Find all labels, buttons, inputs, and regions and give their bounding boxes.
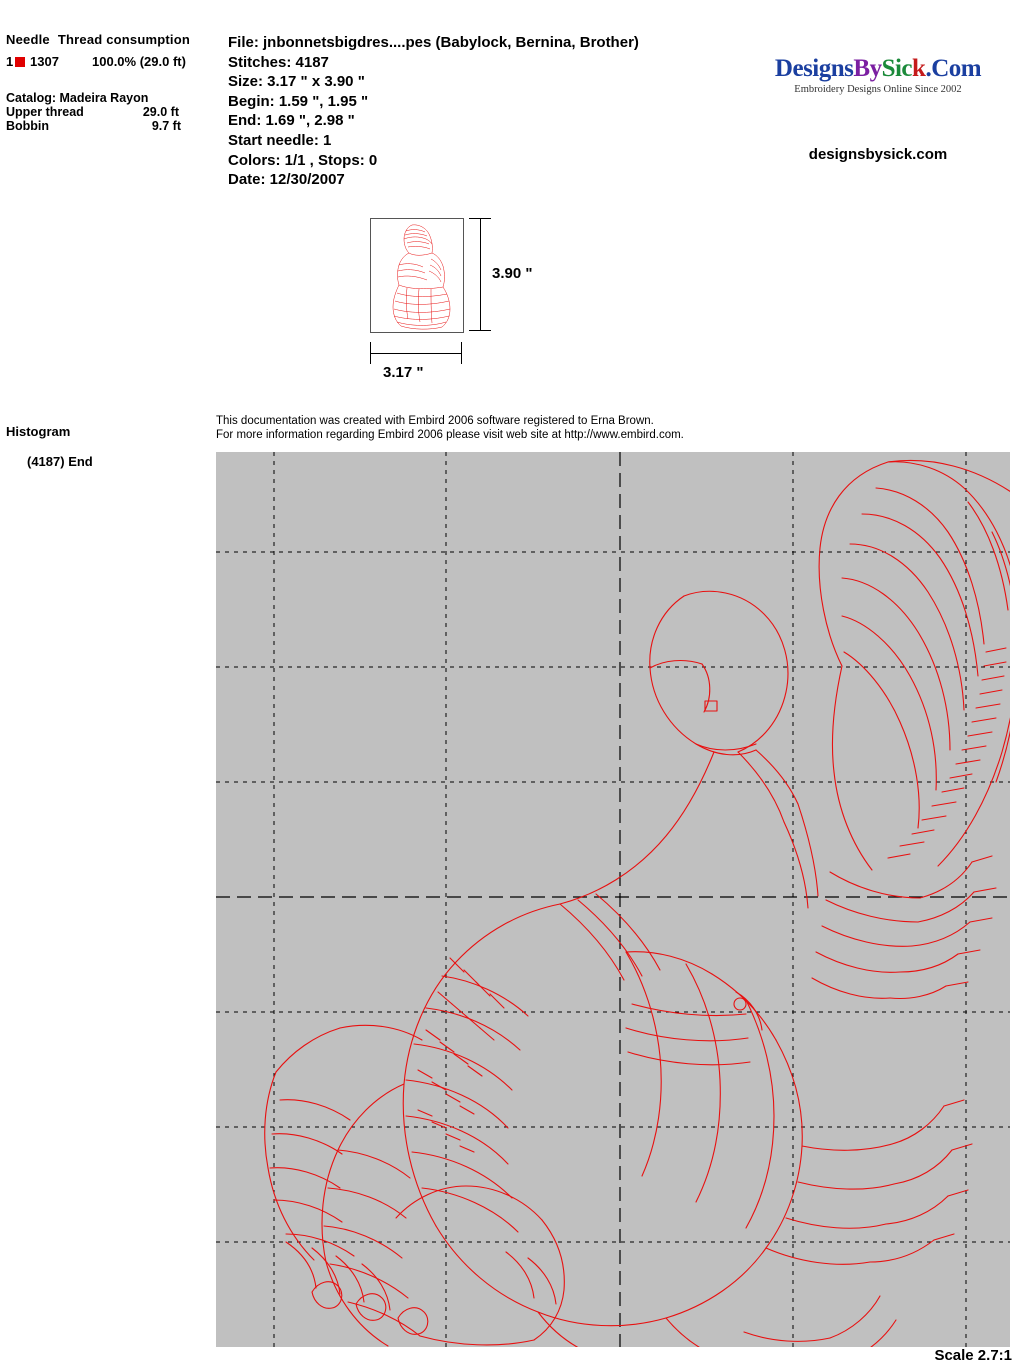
logo-part-sic: Sic bbox=[881, 55, 913, 82]
date: Date: 12/30/2007 bbox=[228, 171, 345, 189]
colors-stops: Colors: 1/1 , Stops: 0 bbox=[228, 151, 378, 169]
catalog-name: Catalog: Madeira Rayon bbox=[6, 91, 149, 105]
needle-index: 1 bbox=[6, 54, 14, 69]
logo-part-k: k bbox=[912, 55, 926, 82]
thread-consumption-column-header: Thread consumption bbox=[57, 32, 191, 47]
documentation-note-line1: This documentation was created with Embird 2006 software registered to Erna Brown. bbox=[216, 415, 654, 427]
width-dimension-line bbox=[370, 353, 462, 354]
height-dimension-line bbox=[480, 218, 481, 331]
histogram-title: Histogram bbox=[6, 424, 71, 439]
bobbin-value: 9.7 ft bbox=[151, 118, 181, 133]
upper-thread-row bbox=[6, 106, 221, 120]
needle-thread-table bbox=[6, 32, 221, 69]
upper-thread-value: 29.0 ft bbox=[142, 105, 179, 119]
begin-point: Begin: 1.59 ", 1.95 " bbox=[228, 92, 369, 110]
thread-color-swatch bbox=[15, 57, 25, 67]
height-dimension-tick-top bbox=[469, 218, 491, 219]
documentation-note-line2: For more information regarding Embird 2006 please visit web site at http://www.embird.com. bbox=[216, 429, 684, 441]
design-thumbnail bbox=[370, 218, 464, 333]
plot-background bbox=[216, 452, 1010, 1347]
width-dimension-label: 3.17 " bbox=[383, 364, 424, 381]
stitch-count: Stitches: 4187 bbox=[228, 53, 329, 71]
bobbin-row bbox=[6, 120, 221, 134]
brand-logo bbox=[748, 55, 1008, 95]
needle-table-header bbox=[6, 32, 221, 47]
logo-part-by: By bbox=[853, 55, 882, 82]
scale-label: Scale 2.7:1 bbox=[934, 1347, 1012, 1364]
logo-tagline: Embroidery Designs Online Since 2002 bbox=[794, 84, 962, 95]
table-row bbox=[6, 54, 221, 69]
logo-wordmark bbox=[748, 55, 1008, 83]
upper-thread-label: Upper thread bbox=[6, 105, 84, 119]
file-info-block bbox=[228, 33, 748, 190]
stitch-plot bbox=[216, 452, 1010, 1347]
width-dimension-tick-left bbox=[370, 342, 371, 364]
design-size: Size: 3.17 " x 3.90 " bbox=[228, 73, 365, 91]
bobbin-label: Bobbin bbox=[6, 118, 50, 133]
logo-part-designs: Designs bbox=[774, 55, 854, 82]
website-url: designsbysick.com bbox=[808, 146, 948, 163]
needle-column-header: Needle bbox=[6, 32, 50, 47]
start-needle: Start needle: 1 bbox=[228, 131, 332, 149]
logo-part-com: .Com bbox=[925, 55, 982, 82]
width-dimension-tick-right bbox=[461, 342, 462, 364]
thread-percent: 100.0% (29.0 ft) bbox=[92, 54, 186, 69]
catalog-block bbox=[6, 92, 221, 133]
end-point: End: 1.69 ", 2.98 " bbox=[228, 112, 355, 130]
documentation-note bbox=[216, 414, 816, 442]
file-name: File: jnbonnetsbigdres....pes (Babylock, Bernina, Brother) bbox=[228, 34, 639, 51]
height-dimension-tick-bottom bbox=[469, 330, 491, 331]
thread-code: 1307 bbox=[30, 54, 59, 69]
histogram-end-label: (4187) End bbox=[27, 454, 93, 469]
height-dimension-label: 3.90 " bbox=[492, 265, 533, 282]
